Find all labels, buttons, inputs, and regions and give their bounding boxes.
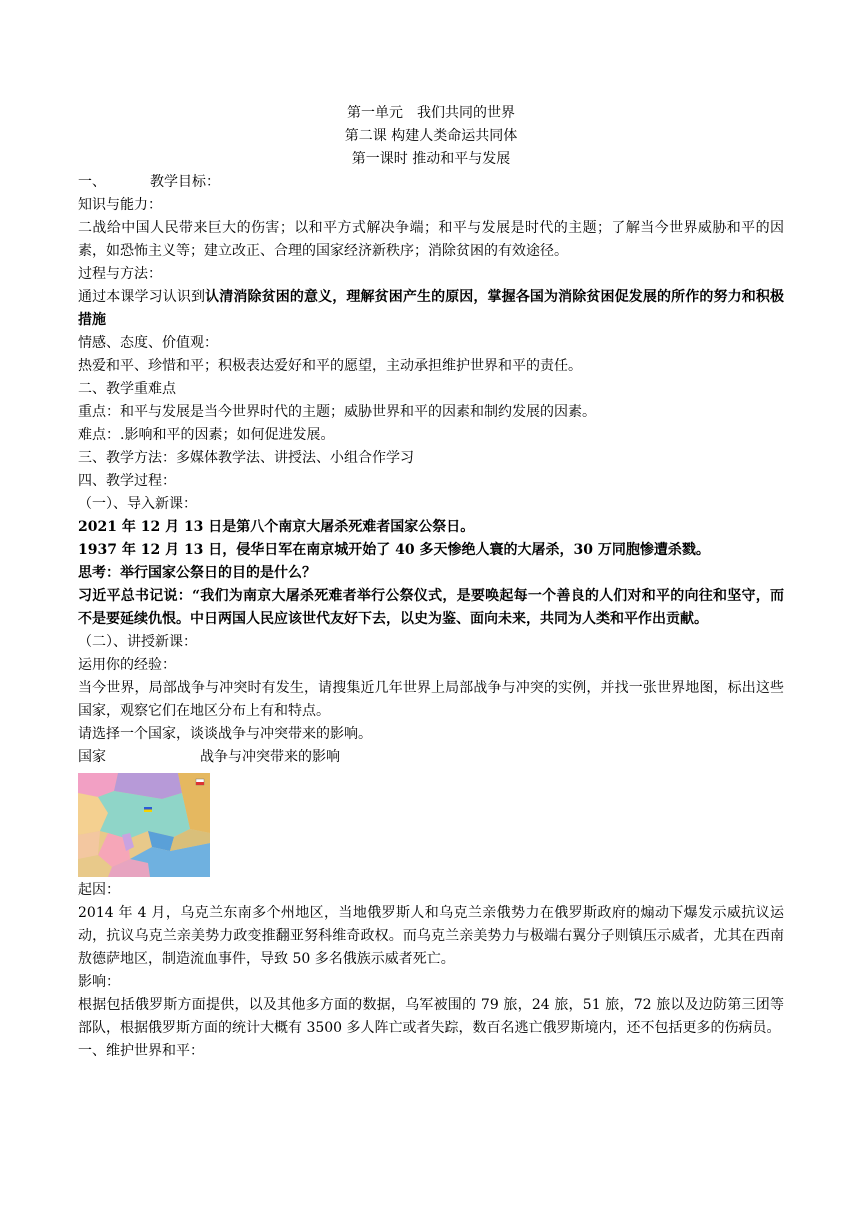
section-4-heading: 四、教学过程： — [78, 473, 176, 489]
intro-heading: （一）、导入新课： — [78, 496, 197, 512]
document-page — [78, 102, 784, 1063]
key-point: 重点：和平与发展是当今世界时代的主题；威胁世界和平的因素和制约发展的因素。 — [78, 404, 596, 420]
column-country: 国家 — [78, 749, 106, 765]
experience-label: 运用你的经验： — [78, 657, 176, 673]
map-flag-ukraine-stripe — [144, 810, 152, 813]
period-title: 第一课时 推动和平与发展 — [351, 151, 511, 167]
column-impact: 战争与冲突带来的影响 — [200, 749, 340, 765]
knowledge-label: 知识与能力： — [78, 197, 162, 213]
effect-label: 影响： — [78, 974, 120, 990]
effect-text: 根据包括俄罗斯方面提供，以及其他多方面的数据，乌军被围的 79 旅，24 旅，51 旅，72 旅以及边防第三团等部队，根据俄罗斯方面的统计大概有 3500 多人阵亡或者失踪，数百名逃亡俄罗斯境内，还不包括更多的伤病员。 — [78, 997, 784, 1036]
memorial-day-text: 2021 年 12 月 13 日是第八个南京大屠杀死难者国家公祭日。 — [78, 519, 475, 535]
section-1-number: 一、 — [78, 174, 106, 190]
knowledge-text: 二战给中国人民带来巨大的伤害；以和平方式解决争端；和平与发展是时代的主题；了解当今世界威胁和平的因素，如恐怖主义等；建立改正、合理的国家经济新秩序；消除贫困的有效途径。 — [78, 220, 784, 259]
process-label: 过程与方法： — [78, 266, 162, 282]
emotion-text: 热爱和平、珍惜和平；积极表达爱好和平的愿望，主动承担维护世界和平的责任。 — [78, 358, 582, 374]
process-text-bold: 认清消除贫困的意义，理解贫困产生的原因，掌握各国为消除贫困促发展的所作的努力和积极措施 — [78, 289, 785, 328]
difficult-point: 难点：.影响和平的因素；如何促进发展。 — [78, 427, 335, 443]
xi-quote: 习近平总书记说：“我们为南京大屠杀死难者举行公祭仪式，是要唤起每一个善良的人们对和平的向往和坚守，而不是要延续仇恨。中日两国人民应该世代友好下去，以史为鉴、面向未来，共同为人类和平作出贡献。 — [78, 588, 784, 627]
maintain-peace-heading: 一、维护世界和平： — [78, 1043, 204, 1059]
unit-title: 第一单元 我们共同的世界 — [347, 105, 515, 121]
process-text — [78, 286, 784, 332]
emotion-label: 情感、态度、价值观： — [78, 335, 218, 351]
map-region-south-west — [78, 831, 100, 859]
map-flag-stripe — [196, 782, 204, 785]
section-3-methods: 三、教学方法：多媒体教学法、讲授法、小组合作学习 — [78, 450, 414, 466]
task-text: 当今世界，局部战争与冲突时有发生，请搜集近几年世界上局部战争与冲突的实例，并找一张世界地图，标出这些国家，观察它们在地区分布上有和特点。 — [78, 680, 784, 719]
section-2-heading: 二、教学重难点 — [78, 381, 176, 397]
ukraine-map-image — [78, 773, 210, 877]
table-header — [78, 746, 784, 769]
cause-label: 起因： — [78, 882, 120, 898]
cause-text: 2014 年 4 月，乌克兰东南多个州地区，当地俄罗斯人和乌克兰亲俄势力在俄罗斯政府的煽动下爆发示威抗议运动，抗议乌克兰亲美势力政变推翻亚努科维奇政权。而乌克兰亲美势力与极端右翼分子则镇压示威者，尤其在西南敖德萨地区，制造流血事件，导致 50 多名俄族示威者死亡。 — [78, 905, 784, 967]
think-question: 思考：举行国家公祭日的目的是什么？ — [78, 565, 316, 581]
massacre-text: 1937 年 12 月 13 日，侵华日军在南京城开始了 40 多天惨绝人寰的大屠杀，30 万同胞惨遭杀戮。 — [78, 542, 710, 558]
section-1-heading — [78, 171, 784, 194]
lesson-title: 第二课 构建人类命运共同体 — [344, 128, 518, 144]
section-1-title: 教学目标： — [150, 174, 220, 190]
process-text-normal: 通过本课学习认识到 — [78, 289, 206, 305]
map-region-ukraine — [98, 791, 190, 839]
choose-country-text: 请选择一个国家，谈谈战争与冲突带来的影响。 — [78, 726, 372, 742]
teach-heading: （二）、讲授新课： — [78, 634, 197, 650]
